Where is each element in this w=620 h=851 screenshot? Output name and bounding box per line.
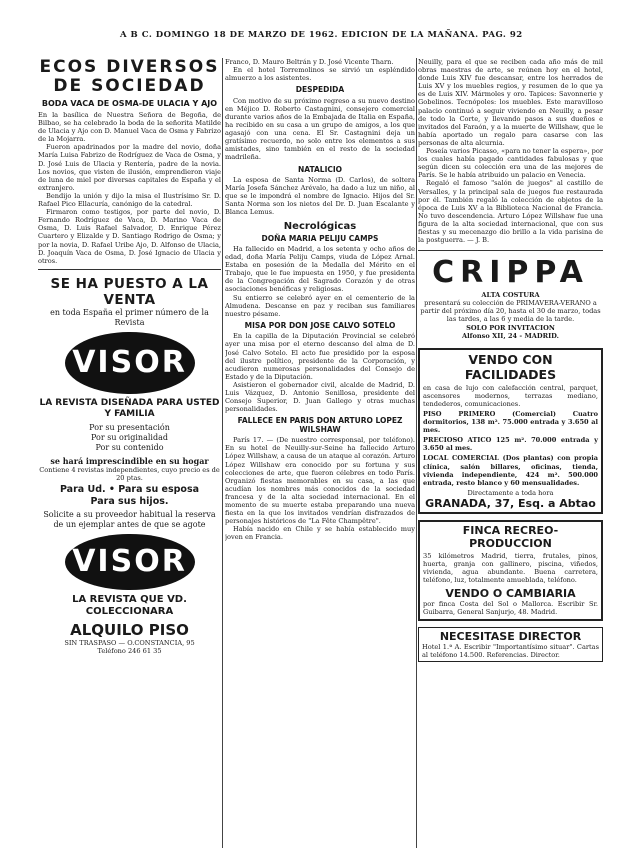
cambiaria-heading: VENDO O CAMBIARIA [445,587,576,601]
crippa-text: presentará su colección de PRIMAVERA-VERANO a partir del próximo día 20, hasta el 30 de marzo, todas las tardes, a las 6 y media de la tarde. [420,299,601,324]
ad-imprescindible: se hará imprescindible en su hogar [50,455,209,466]
divider [418,250,603,251]
ad-revista: LA REVISTA DISEÑADA PARA USTED Y FAMILIA [39,397,220,419]
necro-1-paragraph-2: Su entierro se celebró ayer en el cementerio de la Almudena. Descanse en paz y reciban sus familiares nuestro pésame. [225,293,415,318]
alquilo-tel: Teléfono 246 61 35 [97,647,162,656]
crippa-sub: ALTA COSTURA [481,291,540,300]
vendo-ad [418,348,603,514]
padrinos-paragraph: Fueron apadrinados por la madre del novio, doña María Luisa Fabrizo de Rodríguez de Vaca de Osma, y D. José Luis de Ulacia y Rentería, padre de la novia. Los novios, que visten de ilusión, emprendieron viaje de luna de miel por diversas capitales de España y el extranjero. [38,143,221,192]
ad-solicite: Solicite a su proveedor habitual la reserva de un ejemplar antes de que se agote [43,509,216,529]
despedida-paragraph: Con motivo de su próximo regreso a su nuevo destino en Méjico D. Roberto Castagnini, consejero comercial durante varios años de la Embajada de Italia en España, ha recibido en su casa a un grupo de amigos, a los que agasajó con una cena. El Sr. Castagnini deja un gratísimo recuerdo, no solo entre los elementos a sus amistades, sino también en el resto de la sociedad madrileña. [225,96,415,162]
despedida-heading: DESPEDIDA [295,85,345,95]
natalicio-heading: NATALICIO [297,164,343,174]
bendijo-paragraph: Bendijo la unión y dijo la misa el Ilustrísimo Sr. D. Rafael Pico Ellacuría, canónigo de la catedral. [38,191,221,209]
boda-heading: BODA VACA DE OSMA-DE ULACIA Y AJO [41,99,218,108]
finca-text: 35 kilómetros Madrid, tierra, frutales, pinos, huerta, granja con gallinero, piscina, viñedos, vivienda, agua abundante. Buena carretera, teléfono, luz, totalmente amueblada, teléfono. [423,551,598,585]
boda-paragraph: En la basílica de Nuestra Señora de Begoña, de Bilbao, se ha celebrado la boda de la señorita Matilde de Ulacia y Ajo con D. Manuel Vaca de Osma y Fabrizo de la Mojarra. [38,111,221,144]
ad-contiene: Contiene 4 revistas independientes, cuyo precio es de 20 ptas. [39,465,220,482]
necro-1-heading: DOÑA MARIA PELIJU CAMPS [261,233,379,243]
finca-ad [418,520,603,621]
column-rule-1 [222,58,223,848]
crippa-ad [418,255,603,340]
vendo-intro: en casa de lujo con calefacción central, parquet, ascensores modernos, terrazas mediano, tendederos, comunicaciones. [423,383,598,408]
fallece-heading: FALLECE EN PARIS DON ARTURO LOPEZ WILSHAW [237,416,403,434]
firmaron-paragraph: Firmaron como testigos, por parte del novio, D. Fernando Rodríguez de Vaca, D. Marino Vaca de Osma, D. Luis Rafael Salvador, D. Enrique Pérez Cuartero y Elizalde y D. Santiago Rodrigo de Osma; y por la novia, D. Rafael Uribe Ajo, D. Alfonso de Ulacia, D. Joaquín Vaca de Osma, D. José Ignacio de Ulacia y otros. [38,208,221,265]
ad-coleccionara: LA REVISTA QUE VD. COLECCIONARA [72,593,187,617]
misa-heading: MISA POR DON JOSE CALVO SOTELO [244,320,396,330]
page-header: A B C. DOMINGO 18 DE MARZO DE 1962. EDICION DE LA MAÑANA. PAG. 92 [120,30,523,40]
finca-heading: FINCA RECREO-PRODUCCION [462,523,559,550]
natalicio-paragraph: La esposa de Santa Norma (D. Carlos), de soltera María Josefa Sánchez Arévalo, ha dado a luz un niño, al que se le impondrá el nombre de Ignacio. Hijos del Sr. Santa Norma son los nietos del Dr. D. Juan Escalante y Blanca Lemus. [225,176,415,217]
ad-por-2: Por su originalidad [91,432,168,442]
vendo-heading: VENDO CON FACILIDADES [464,351,557,382]
ad-venta-heading: SE HA PUESTO A LA VENTA [50,275,209,308]
column-3 [418,58,603,848]
vendo-item-1: PISO PRIMERO (Comercial) Cuatro dormitorios, 138 m². 75.000 entrada y 3.650 al mes. [423,410,598,435]
continued-paragraph: Neuilly, para el que se reciben cada año más de mil obras maestras de arte, se reúnen hoy en el hotel, donde Luis XIV fue descansar, entre los herrados de Luis XV y los muebles regios, y resumen de lo que ya es de Luis XIV. Mármoles y oro. Tapices: Savonnerie y Gobelinos. Tecnópoles: los muebles. Este maravilloso palacio continuó a seguir viviendo en Neuilly, a pesar de todo la Corte, y llevando pasos a sus dueños e invitados del Faraón, y a la muerte de Willshaw, que le había aportado un regalo para casarse con las personas de alta alcurnia. [418,58,603,147]
continued-paragraph-2: Poseía varios Picasso, «para no tener la espera», por los cuales había pagado cantidades fabulosas y que según dicen su colección era una de las mejores de París. Se le había atribuido un palacio en Venecia. [418,147,603,180]
intro-paragraph-2: En el hotel Torremolinos se sirvió un espléndido almuerzo a los asistentes. [225,66,415,83]
vendo-direct: Directamente a toda hora [467,488,554,497]
alquilo-heading: ALQUILO PISO [70,620,189,639]
crippa-invite: SOLO POR INVITACION [466,323,555,332]
vendo-item-2: PRECIOSO ATICO 125 m². 70.000 entrada y 3.650 al mes. [423,436,598,453]
crippa-address: Alfonso XII, 24 - MADRID. [462,331,559,340]
misa-paragraph: En la capilla de la Diputación Provincial se celebró ayer una misa por el eterno descanso del alma de D. José Calvo Sotelo. El acto fue presidido por la esposa del ilustre político, presidente de la Corporación, y acudieron numerosas personalidades del Consejo de Estado y de la Diputación. [225,332,415,381]
ad-venta-sub: en toda España el primer número de la Revista [50,307,209,327]
ad-por-3: Por su contenido [95,442,164,452]
section-title: ECOS DIVERSOS DE SOCIEDAD [39,58,220,96]
director-text: Hotel 1.ª A. Escribir "Importantísimo situar". Cartas al teléfono 14.500. Referencias. Director. [422,642,599,659]
misa-paragraph-2: Asistieron el gobernador civil, alcalde de Madrid, D. Luis Vázquez, D. Antonio Senillosa, presidente del Consejo Superior, D. Juan Gallego y otras muchas personalidades. [225,380,415,414]
director-ad [418,627,603,662]
column-rule-2 [416,58,417,848]
column-2 [225,58,415,848]
vendo-address: GRANADA, 37, Esq. a Abtao [425,496,596,510]
vendo-item-3: LOCAL COMERCIAL (Dos plantas) con propia clínica, salón billares, oficinas, tienda, vivienda independiente, 424 m². 500.000 entrada, resto blanco y 60 mensualidades. [423,454,598,487]
necro-1-paragraph: Ha fallecido en Madrid, a los setenta y ocho años de edad, doña María Peliju Camps, viuda de López Arnal. Estaba en posesión de la Medalla del Mérito en el Trabajo, que le fue impuesta en 1950, y fue presidenta de la Congregación del Sagrado Corazón y de otras asociaciones benéficas y religiosas. [225,245,415,294]
intro-paragraph: Franco, D. Mauro Beltrán y D. José Vicente Tharn. [225,58,394,66]
alquilo-text: SIN TRASPASO — O.CONSTANCIA, 95 [64,638,195,647]
fallece-paragraph-2: Había nacido en Chile y se había establecido muy joven en Francia. [225,525,415,542]
cambiaria-text: por finca Costa del Sol o Mallorca. Escribir Sr. Guibarra, General Sanjurjo, 48. Madrid. [423,600,598,617]
ad-para-1: Para Ud. • Para su esposa [59,483,200,495]
column-1 [38,58,221,848]
ad-para-2: Para sus hijos. [90,495,169,507]
necrologicas-heading: Necrológicas [283,220,357,232]
visor-logo: VISOR [65,332,195,394]
divider [38,269,221,270]
visor-logo-2: VISOR [65,534,195,590]
continued-paragraph-3: Regaló el famoso "salón de juegos" al castillo de Versalles, y la principal sala de juegos fue restaurada por él. También regaló la colección de objetos de la época de Luis XV a la Biblioteca Nacional de Francia. No tuvo descendencia. Arturo López Willshaw fue una figura de la alta sociedad internacional, que con sus fiestas y su mecenazgo dio brillo a la vida parisina de la postguerra. — J. B. [418,179,603,245]
ad-por-1: Por su presentación [89,422,170,432]
fallece-paragraph: París 17. — (De nuestro corresponsal, por teléfono). En su hotel de Neuilly-sur-Seine ha fallecido Arturo López Willshaw, a causa de un ataque al corazón. Arturo López Willshaw era conocido por su fortuna y sus colecciones de arte, que fueron célebres en todo París. Organizó fiestas memorables en su casa, a las que acudían los nombres más conocidos de la sociedad francesa y de la alta sociedad internacional. En el momento de su muerte estaba preparando una nueva fiesta en la que los invitados vendrían disfrazados de personajes históricos de "La Fête Champêtre". [225,436,415,526]
director-heading: NECESITASE DIRECTOR [439,629,582,643]
crippa-logo: CRIPPA [432,255,589,291]
